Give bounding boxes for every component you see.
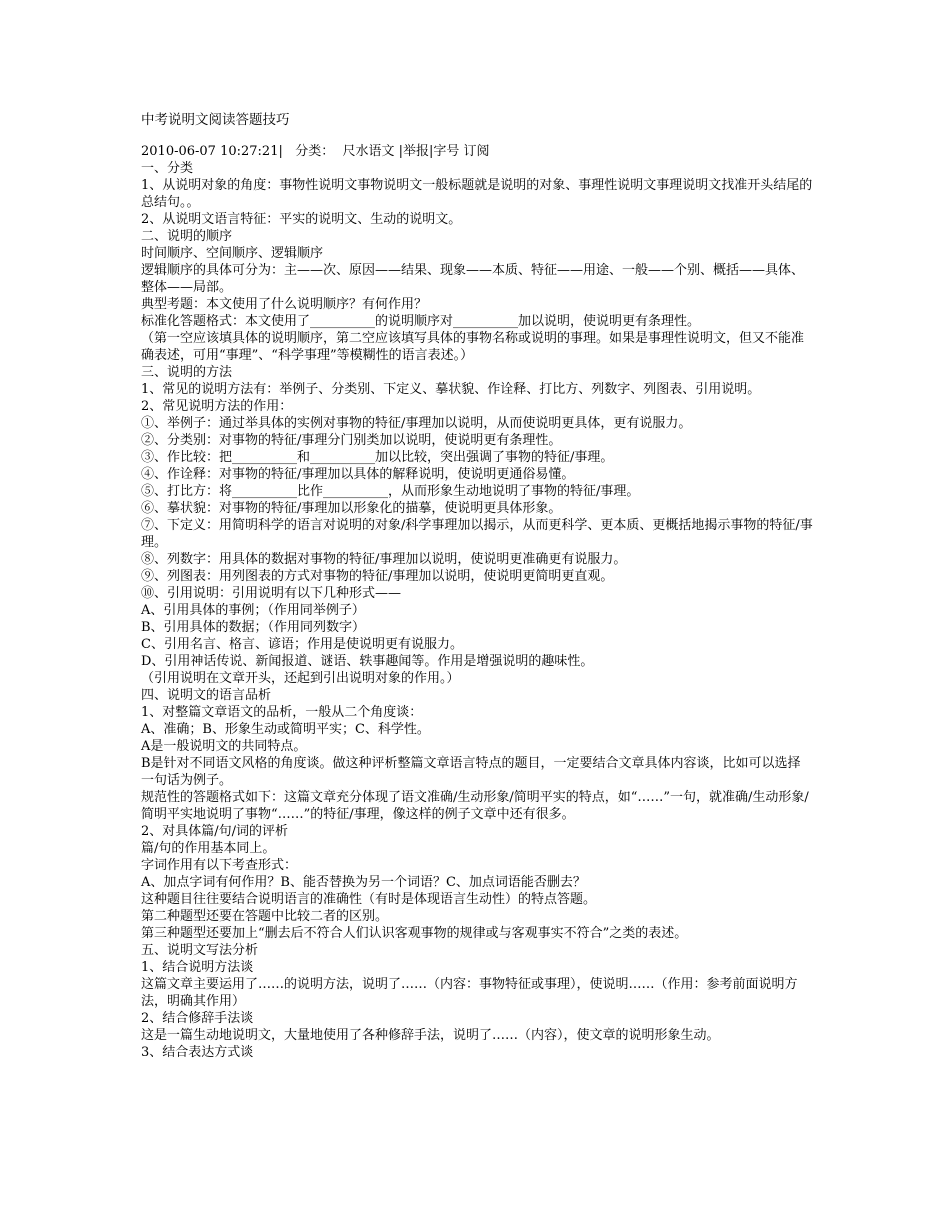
body-line: ⑦、下定义：用简明科学的语言对说明的对象/科学事理加以揭示，从而更科学、更本质、更概括地揭示事物的特征/事理。	[141, 518, 813, 550]
body-line: 2、从说明文语言特征：平实的说明文、生动的说明文。	[141, 212, 462, 227]
body-line: 时间顺序、空间顺序、逻辑顺序	[141, 246, 324, 261]
body-line: 一、分类	[141, 161, 194, 176]
body-line: ⑥、摹状貌：对事物的特征/事理加以形象化的描摹，使说明更具体形象。	[141, 501, 562, 516]
body-line: 篇/句的作用基本同上。	[141, 841, 276, 856]
body-line: 2、常见说明方法的作用：	[141, 399, 293, 414]
body-line: 1、结合说明方法谈	[141, 960, 254, 975]
body-line: 1、从说明对象的角度：事物性说明文事物说明文一般标题就是说明的对象、事理性说明文事理说明文找准开头结尾的总结句。。	[141, 178, 813, 210]
body-line: C、引用名言、格言、谚语；作用是使说明更有说服力。	[141, 637, 463, 652]
document-title: 中考说明文阅读答题技巧	[141, 112, 290, 128]
body-line: （引用说明在文章开头，还起到引出说明对象的作用。）	[141, 671, 460, 686]
body-line: ①、举例子：通过举具体的实例对事物的特征/事理加以说明，从而使说明更具体，更有说服力。	[141, 416, 692, 431]
body-line: 逻辑顺序的具体可分为：主——次、原因——结果、现象——本质、特征——用途、一般——个别、概括——具体、整体——局部。	[141, 263, 805, 295]
body-line: ⑧、列数字：用具体的数据对事物的特征/事理加以说明，使说明更准确更有说服力。	[141, 552, 627, 567]
body-line: A、加点字词有何作用？B、能否替换为另一个词语？C、加点词语能否删去？	[141, 875, 586, 890]
body-line: D、引用神话传说、新闻报道、谜语、轶事趣闻等。作用是增强说明的趣味性。	[141, 654, 594, 669]
body-line: 典型考题：本文使用了什么说明顺序？有何作用？	[141, 297, 428, 312]
body-line: 五、说明文写法分析	[141, 943, 259, 958]
body-line: 这种题目往往要结合说明语言的准确性（有时是体现语言生动性）的特点答题。	[141, 892, 597, 907]
body-line: A、引用具体的事例；（作用同举例子）	[141, 603, 365, 618]
body-line: 第三种题型还要加上“删去后不符合人们认识客观事物的规律或与客观事实不符合”之类的表述。	[141, 926, 688, 941]
body-line: 二、说明的顺序	[141, 229, 233, 244]
body-line: B、引用具体的数据；（作用同列数字）	[141, 620, 366, 635]
body-line: B是针对不同语文风格的角度谈。做这种评析整篇文章语言特点的题目，一定要结合文章具体内容谈，比如可以选择一句话为例子。	[141, 756, 801, 788]
body-line: （第一空应该填具体的说明顺序，第二空应该填写具体的事物名称或说明的事理。如果是事理性说明文，但又不能准确表述，可用“事理”、“科学事理”等模糊性的语言表述。）	[141, 331, 805, 363]
body-line: 规范性的答题格式如下：这篇文章充分体现了语文准确/生动形象/简明平实的特点，如“……”一句，就准确/生动形象/简明平实地说明了事物“……”的特征/事理，像这样的例子文章中还有很多。	[141, 790, 809, 822]
document-meta: 2010-06-07 10:27:21| 分类： 尺水语文 |举报|字号 订阅	[141, 144, 490, 159]
body-line: A是一般说明文的共同特点。	[141, 739, 307, 754]
body-line: 三、说明的方法	[141, 365, 233, 380]
body-line: 这篇文章主要运用了……的说明方法，说明了……（内容：事物特征或事理），使说明……（作用：参考前面说明方法，明确其作用）	[141, 977, 798, 1009]
document-body	[141, 160, 813, 1061]
body-line: 1、常见的说明方法有：举例子、分类别、下定义、摹状貌、作诠释、打比方、列数字、列图表、引用说明。	[141, 382, 761, 397]
document-page	[141, 112, 813, 1061]
body-line: ⑩、引用说明：引用说明有以下几种形式——	[141, 586, 402, 601]
body-line: 这是一篇生动地说明文，大量地使用了各种修辞手法，说明了……（内容），使文章的说明形象生动。	[141, 1028, 720, 1043]
body-line: 2、结合修辞手法谈	[141, 1011, 254, 1026]
body-line: ③、作比较：把__________和__________加以比较，突出强调了事物的特征/事理。	[141, 450, 614, 465]
body-line: 四、说明文的语言品析	[141, 688, 272, 703]
body-line: 2、对具体篇/句/词的评析	[141, 824, 289, 839]
body-line: 1、对整篇文章语文的品析，一般从二个角度谈：	[141, 705, 423, 720]
body-line: ②、分类别：对事物的特征/事理分门别类加以说明，使说明更有条理性。	[141, 433, 562, 448]
body-line: 第二种题型还要在答题中比较二者的区别。	[141, 909, 389, 924]
body-line: ⑤、打比方：将__________比作__________，从而形象生动地说明了事物的特征/事理。	[141, 484, 640, 499]
body-line: A、准确；B、形象生动或简明平实；C、科学性。	[141, 722, 430, 737]
body-line: 3、结合表达方式谈	[141, 1045, 254, 1060]
body-line: 字词作用有以下考查形式：	[141, 858, 298, 873]
body-line: 标准化答题格式：本文使用了__________的说明顺序对__________加以说明，使说明更有条理性。	[141, 314, 701, 329]
body-line: ⑨、列图表：用列图表的方式对事物的特征/事理加以说明，使说明更简明更直观。	[141, 569, 614, 584]
body-line: ④、作诠释：对事物的特征/事理加以具体的解释说明，使说明更通俗易懂。	[141, 467, 575, 482]
